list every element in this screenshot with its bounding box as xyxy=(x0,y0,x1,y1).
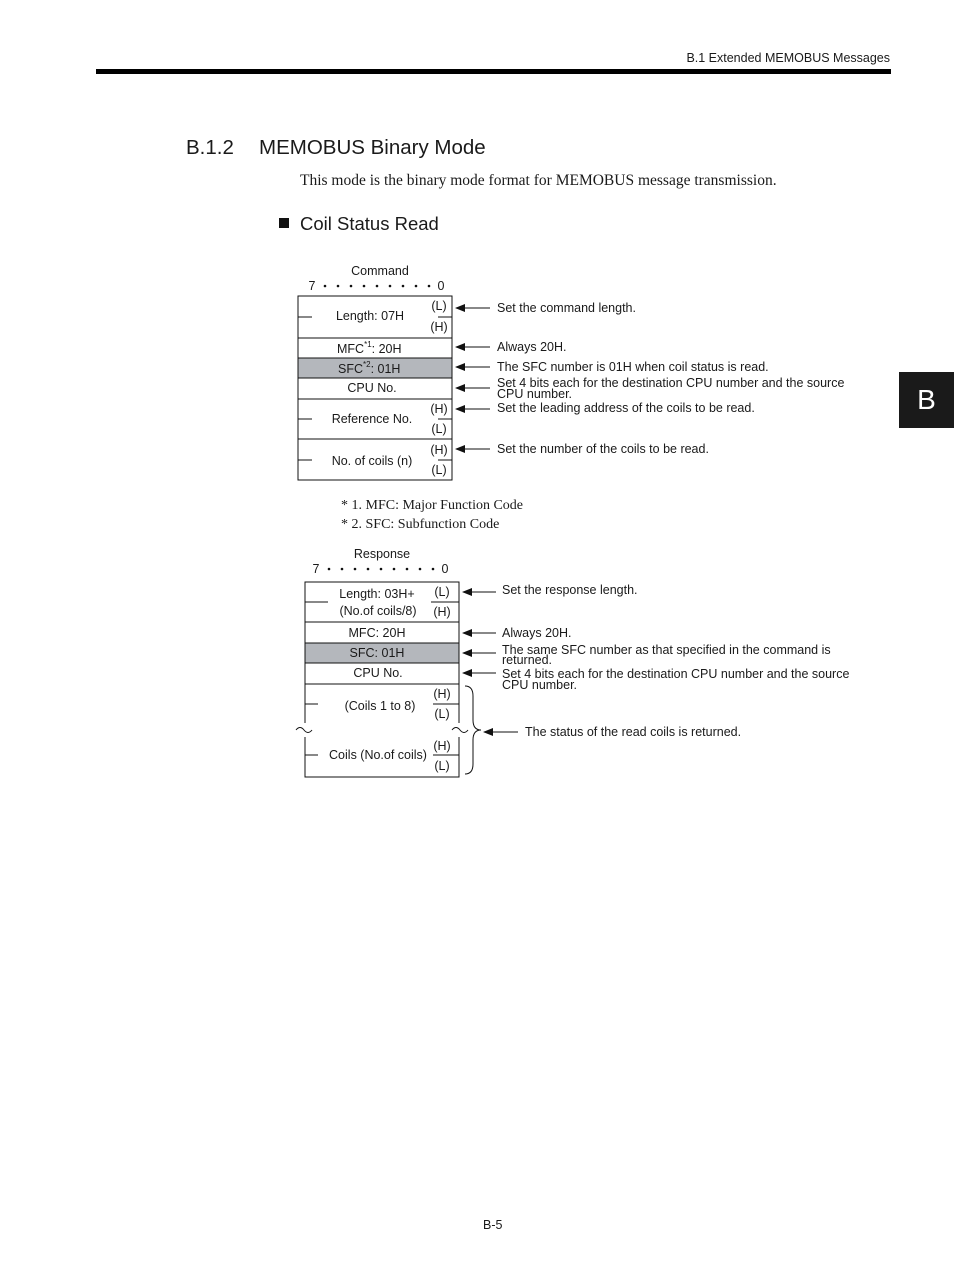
command-sfc-footnote-mark: *2 xyxy=(363,360,371,369)
response-caption: Response xyxy=(353,547,411,561)
section-title: MEMOBUS Binary Mode xyxy=(259,136,486,159)
command-sfc-value: : 01H xyxy=(370,362,401,376)
response-sfc-note-line2: returned. xyxy=(502,653,553,667)
command-reference-h: (H) xyxy=(430,402,448,416)
subsection-title: Coil Status Read xyxy=(300,213,439,234)
command-reference-cell: Reference No. xyxy=(331,412,413,426)
command-reference-note: Set the leading address of the coils to be read. xyxy=(497,401,755,415)
response-coils-n-h: (H) xyxy=(433,739,451,753)
command-mfc-note: Always 20H. xyxy=(497,340,567,354)
response-break-mark-right xyxy=(452,728,468,733)
response-coils-1-8-l: (L) xyxy=(434,707,450,721)
command-bit-high: 7 xyxy=(308,279,316,293)
response-coils-n-cell: Coils (No.of coils) xyxy=(329,748,427,762)
footnote-2: * 2. SFC: Subfunction Code xyxy=(341,517,500,532)
response-break-mark-left xyxy=(296,728,312,733)
response-bit-high: 7 xyxy=(312,562,320,576)
footnotes xyxy=(341,496,523,534)
command-caption: Command xyxy=(351,264,409,278)
command-mfc-label: MFC xyxy=(337,342,365,356)
intro-paragraph: This mode is the binary mode format for MEMOBUS message transmission. xyxy=(300,172,777,189)
command-coils-h: (H) xyxy=(430,443,448,457)
command-mfc-footnote-mark: *1 xyxy=(364,340,372,349)
response-bit-low: 0 xyxy=(441,562,449,576)
response-mfc-cell: MFC: 20H xyxy=(348,626,406,640)
response-cpu-cell: CPU No. xyxy=(353,666,403,680)
response-cpu-note-line1: Set 4 bits each for the destination CPU number and the source xyxy=(502,667,850,681)
response-bit-dots xyxy=(328,568,435,571)
chapter-tab-letter: B xyxy=(917,384,936,415)
footnote-1: * 1. MFC: Major Function Code xyxy=(341,498,524,513)
command-sfc-note: The SFC number is 01H when coil status is read. xyxy=(497,360,769,374)
response-length-cell-line1: Length: 03H+ xyxy=(339,587,415,601)
response-sfc-cell: SFC: 01H xyxy=(349,646,405,660)
command-cpu-cell: CPU No. xyxy=(347,381,397,395)
command-length-note: Set the command length. xyxy=(497,301,636,315)
response-length-h: (H) xyxy=(433,605,451,619)
running-header: B.1 Extended MEMOBUS Messages xyxy=(686,51,890,65)
command-mfc-value: : 20H xyxy=(371,342,402,356)
command-bit-dots xyxy=(324,285,431,288)
page-number: B-5 xyxy=(483,1218,503,1232)
response-coils-1-8-h: (H) xyxy=(433,687,451,701)
response-cpu-note-line2: CPU number. xyxy=(502,678,578,692)
command-length-l: (L) xyxy=(431,299,447,313)
response-mfc-note: Always 20H. xyxy=(502,626,572,640)
command-sfc-label: SFC xyxy=(338,362,363,376)
command-cpu-note-line2: CPU number. xyxy=(497,387,573,401)
response-coils-n-l: (L) xyxy=(434,759,450,773)
response-length-note: Set the response length. xyxy=(502,583,638,597)
response-coils-note: The status of the read coils is returned. xyxy=(525,725,742,739)
command-coils-cell: No. of coils (n) xyxy=(331,454,413,468)
command-cpu-note-line1: Set 4 bits each for the destination CPU number and the source xyxy=(497,376,845,390)
command-coils-note: Set the number of the coils to be read. xyxy=(497,442,709,456)
section-number: B.1.2 xyxy=(186,136,234,159)
response-coils-1-8-cell: (Coils 1 to 8) xyxy=(344,699,416,713)
response-length-cell-line2: (No.of coils/8) xyxy=(339,604,417,618)
command-coils-l: (L) xyxy=(431,463,447,477)
response-sfc-note-line1: The same SFC number as that specified in the command is xyxy=(502,643,831,657)
response-length-l: (L) xyxy=(434,585,450,599)
command-mfc-cell xyxy=(337,340,402,356)
command-length-cell: Length: 07H xyxy=(335,309,405,323)
command-reference-l: (L) xyxy=(431,422,447,436)
command-bit-low: 0 xyxy=(437,279,445,293)
command-length-h: (H) xyxy=(430,320,448,334)
